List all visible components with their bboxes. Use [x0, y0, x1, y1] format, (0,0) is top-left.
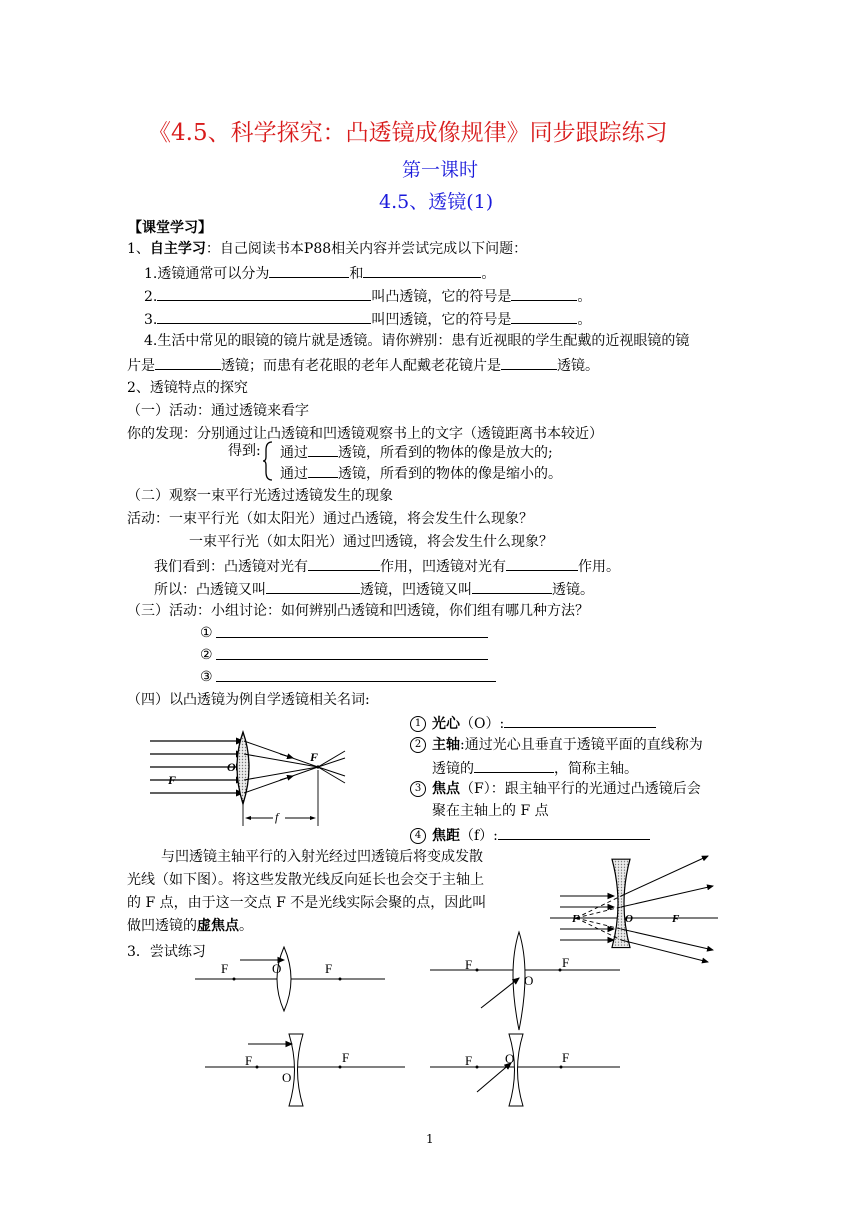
s2c-title: （三）活动：小组讨论：如何辨别凸透镜和凹透镜，你们组有哪几种方法？	[127, 603, 589, 619]
s2b-title: （二）观察一束平行光透过透镜发生的现象	[127, 488, 393, 504]
s2a-find: 你的发现：分别通过让凸透镜和凹透镜观察书上的文字（透镜距离书本较近）	[127, 426, 603, 442]
brace-icon	[262, 440, 274, 482]
s2a-title: （一）活动：通过透镜来看字	[127, 403, 309, 419]
s2-title: 2、透镜特点的探究	[127, 380, 248, 396]
svg-text:O: O	[505, 1051, 515, 1066]
concave-para-4: 做凹透镜的虚焦点。	[127, 918, 253, 934]
term-principal-axis-line2: 透镜的 ，简称主轴。	[432, 757, 638, 779]
svg-text:F: F	[562, 955, 570, 970]
s2a-get-label: 得到:	[228, 443, 261, 459]
lesson-label: 第一课时	[402, 159, 479, 181]
svg-text:O: O	[272, 961, 282, 976]
term-focal-point: 3 焦点（F）：跟主轴平行的光通过凸透镜后会	[410, 779, 701, 799]
s1-q1: 1.透镜通常可以分为 和 。	[144, 262, 495, 284]
s2b-so: 所以：凸透镜又叫 透镜，凹透镜又叫 透镜。	[154, 578, 594, 600]
s1-q4-line2: 片是 透镜；而患有老花眼的老年人配戴老花镜片是 透镜。	[127, 354, 599, 376]
s2c-item-3: ③	[200, 669, 213, 685]
s2a-line1: 通过 透镜，所看到的物体的像是放大的;	[280, 441, 553, 463]
svg-text:F: F	[342, 1050, 350, 1065]
s2c-item-1: ①	[200, 625, 213, 641]
s1-intro: 1、自主学习：自己阅读书本P88相关内容并尝试完成以下问题：	[127, 241, 528, 257]
focus-label-f: F	[310, 750, 319, 764]
svg-text:F: F	[465, 957, 473, 972]
focus-label-f-left: F	[168, 773, 177, 787]
s1-q3: 3. 叫凹透镜，它的符号是 。	[144, 308, 591, 330]
svg-text:F: F	[245, 1053, 253, 1068]
term-focal-length: 4 焦距（f）:	[410, 824, 650, 846]
s2c-line-2	[216, 659, 488, 660]
concave-para-3: 的 F 点，由于这一交点 F 不是光线实际会聚的点，因此叫	[127, 895, 487, 911]
document-title: 《4.5、科学探究：凸透镜成像规律》同步跟踪练习	[148, 120, 668, 146]
exercise-concave-2	[425, 1032, 625, 1108]
svg-text:O: O	[282, 1070, 292, 1085]
s2b-activity2: 一束平行光（如太阳光）通过凹透镜，将会发生什么现象？	[189, 534, 553, 550]
classroom-heading: 【课堂学习】	[128, 220, 212, 236]
page-number: 1	[426, 1132, 434, 1146]
svg-text:F: F	[325, 961, 333, 976]
exercise-convex-1	[190, 945, 390, 1015]
svg-text:O: O	[524, 973, 534, 988]
svg-text:F: F	[672, 913, 680, 925]
term-focal-point-line2: 聚在主轴上的 F 点	[432, 803, 549, 819]
section-title: 4.5、透镜(1)	[379, 191, 494, 213]
s3-title: 3．尝试练习	[127, 944, 206, 960]
svg-text:O: O	[625, 913, 633, 925]
focal-length-label: f	[275, 810, 279, 824]
s2d-title: （四）以凸透镜为例自学透镜相关名词:	[127, 692, 370, 708]
s2a-line2: 通过 透镜，所看到的物体的像是缩小的。	[280, 462, 562, 484]
svg-text:F: F	[465, 1053, 473, 1068]
s2c-line-3	[216, 681, 496, 682]
svg-text:F: F	[562, 1050, 570, 1065]
term-principal-axis: 2 主轴:通过光心且垂直于透镜平面的直线称为	[410, 735, 703, 755]
convex-lens-diagram	[145, 728, 350, 828]
s2c-line-1	[216, 637, 488, 638]
exercise-convex-2	[425, 930, 625, 1040]
concave-para-2: 光线（如下图）。将这些发散光线反向延长也会交于主轴上	[127, 872, 484, 888]
term-optical-center: 1 光心（O）:	[410, 712, 656, 734]
center-label-o: O	[227, 760, 236, 774]
s1-q4-line1: 4.生活中常见的眼镜的镜片就是透镜。请你辨别：患有近视眼的学生配戴的近视眼镜的镜	[144, 333, 690, 349]
svg-text:F: F	[221, 961, 229, 976]
exercise-concave-1	[200, 1032, 410, 1108]
s1-q2: 2. 叫凸透镜，它的符号是 。	[144, 285, 591, 307]
s2c-item-2: ②	[200, 647, 213, 663]
s2b-see: 我们看到：凸透镜对光有 作用，凹透镜对光有 作用。	[154, 555, 620, 577]
svg-text:F: F	[572, 913, 580, 925]
concave-para-1: 与凹透镜主轴平行的入射光经过凹透镜后将变成发散	[161, 849, 483, 865]
s2b-activity1: 活动：一束平行光（如太阳光）通过凸透镜，将会发生什么现象？	[127, 511, 533, 527]
